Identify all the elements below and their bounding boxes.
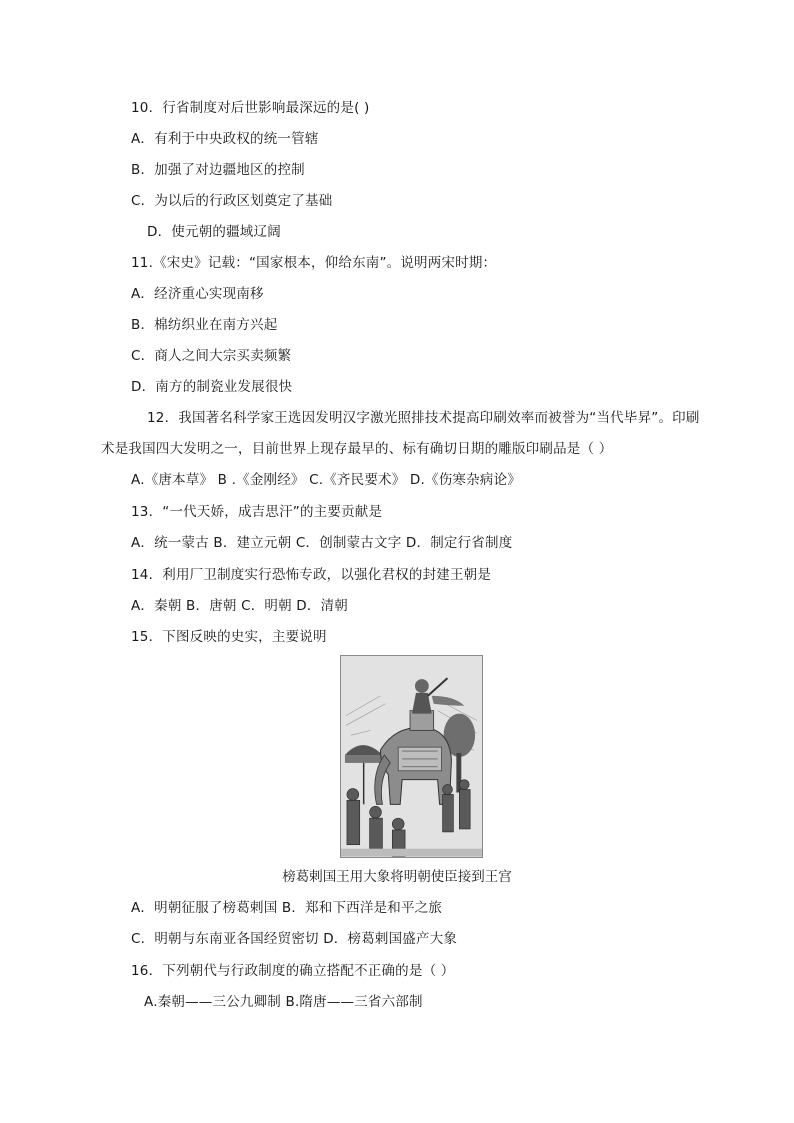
q10-option-a: A．有利于中央政权的统一管辖 — [131, 131, 319, 147]
q11-stem: 11.《宋史》记载：“国家根本，仰给东南”。说明两宋时期： — [131, 255, 497, 271]
q13-options: A．统一蒙古 B．建立元朝 C．创制蒙古文字 D．制定行省制度 — [131, 535, 513, 551]
figure-caption: 榜葛剌国王用大象将明朝使臣接到王宫 — [282, 869, 512, 885]
q15-options-line2: C．明朝与东南亚各国经贸密切 D．榜葛剌国盛产大象 — [131, 931, 458, 947]
q13-stem: 13．“一代天娇，成吉思汗”的主要贡献是 — [131, 504, 383, 520]
q12-stem-line2: 术是我国四大发明之一，目前世界上现存最早的、标有确切日期的雕版印刷品是（ ） — [101, 441, 613, 457]
q14-stem: 14．利用厂卫制度实行恐怖专政，以强化君权的封建王朝是 — [131, 567, 492, 583]
q10-stem: 10．行省制度对后世影响最深远的是( ) — [131, 100, 370, 116]
q15-stem: 15．下图反映的史实，主要说明 — [131, 629, 327, 645]
q11-option-a: A．经济重心实现南移 — [131, 286, 264, 302]
q15-options-line1: A．明朝征服了榜葛剌国 B．郑和下西洋是和平之旅 — [131, 900, 443, 916]
q14-options: A．秦朝 B．唐朝 C．明朝 D．清朝 — [131, 598, 348, 614]
elephant-procession-illustration — [340, 655, 483, 858]
q12-options: A.《唐本草》 B .《金刚经》 C.《齐民要术》 D.《伤寒杂病论》 — [131, 472, 521, 488]
q10-option-c: C．为以后的行政区划奠定了基础 — [131, 193, 333, 209]
q12-stem-line1: 12．我国著名科学家王选因发明汉字激光照排技术提高印刷效率而被誉为“当代毕昇”。印刷 — [147, 410, 700, 426]
q11-option-b: B．棉纺织业在南方兴起 — [131, 317, 278, 333]
q16-stem: 16．下列朝代与行政制度的确立搭配不正确的是（ ） — [131, 963, 455, 979]
q11-option-c: C．商人之间大宗买卖频繁 — [131, 348, 292, 364]
q10-option-d: D．使元朝的疆域辽阔 — [147, 224, 281, 240]
q16-options-line1: A.秦朝——三公九卿制 B.隋唐——三省六部制 — [144, 994, 423, 1010]
q10-option-b: B．加强了对边疆地区的控制 — [131, 162, 305, 178]
q11-option-d: D．南方的制瓷业发展很快 — [131, 379, 293, 395]
